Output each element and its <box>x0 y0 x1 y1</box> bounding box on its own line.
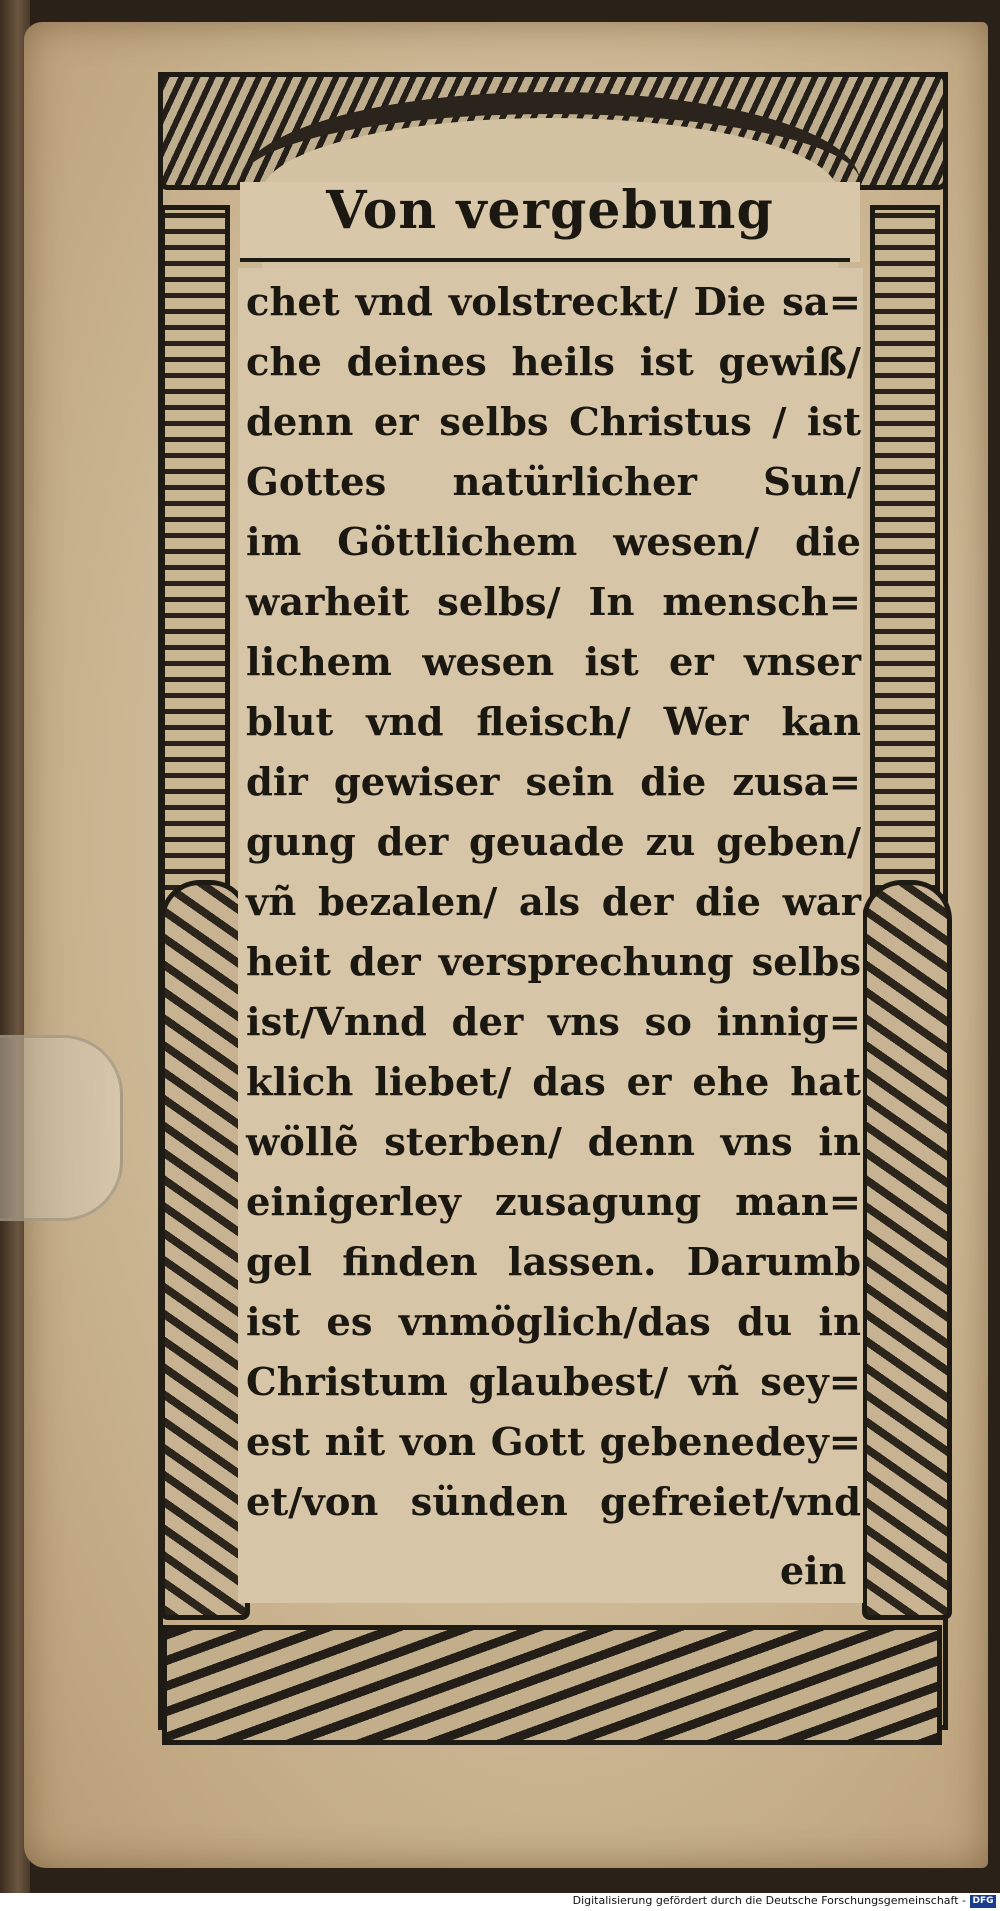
catchword: ein <box>780 1548 847 1593</box>
text-line: gel finden lassen. Darumb <box>246 1240 861 1285</box>
text-line: wöllẽ sterben/ denn vns in <box>246 1120 861 1165</box>
text-line: ist es vnmöglich/das du in <box>246 1300 861 1345</box>
text-line: et/von sünden gefreiet/vnd <box>246 1480 861 1525</box>
text-line: est nit von Gott gebenedey= <box>246 1420 861 1465</box>
text-line: che deines heils ist gewiß/ <box>246 340 861 385</box>
text-line: im Göttlichem wesen/ die <box>246 520 861 565</box>
text-line: klich liebet/ das er ehe hat <box>246 1060 861 1105</box>
woodcut-bottom-border <box>162 1625 942 1745</box>
text-line: lichem wesen ist er vnser <box>246 640 861 685</box>
heading-rule <box>240 258 850 262</box>
text-line: gung der geuade zu geben/ <box>246 820 861 865</box>
text-line: blut vnd fleisch/ Wer kan <box>246 700 861 745</box>
text-line: Christum glaubest/ vñ sey= <box>246 1360 861 1405</box>
text-line: denn er selbs Christus / ist <box>246 400 861 445</box>
left-foliage <box>160 880 250 1620</box>
text-line: heit der versprechung selbs <box>246 940 861 985</box>
clasp-strap <box>0 1035 123 1221</box>
running-heading: Von vergebung <box>326 180 774 241</box>
text-line: Gottes natürlicher Sun/ <box>246 460 861 505</box>
dfg-logo: DFG <box>970 1895 996 1908</box>
text-line: vñ bezalen/ als der die war <box>246 880 861 925</box>
text-line: einigerley zusagung man= <box>246 1180 861 1225</box>
right-foliage <box>862 880 952 1620</box>
text-line: ist/Vnnd der vns so innig= <box>246 1000 861 1045</box>
text-line: dir gewiser sein die zusa= <box>246 760 861 805</box>
text-line: warheit selbs/ In mensch= <box>246 580 861 625</box>
text-line: chet vnd volstreckt/ Die sa= <box>246 280 861 325</box>
funding-credit: Digitalisierung gefördert durch die Deutsche Forschungsgemeinschaft - <box>572 1894 966 1907</box>
